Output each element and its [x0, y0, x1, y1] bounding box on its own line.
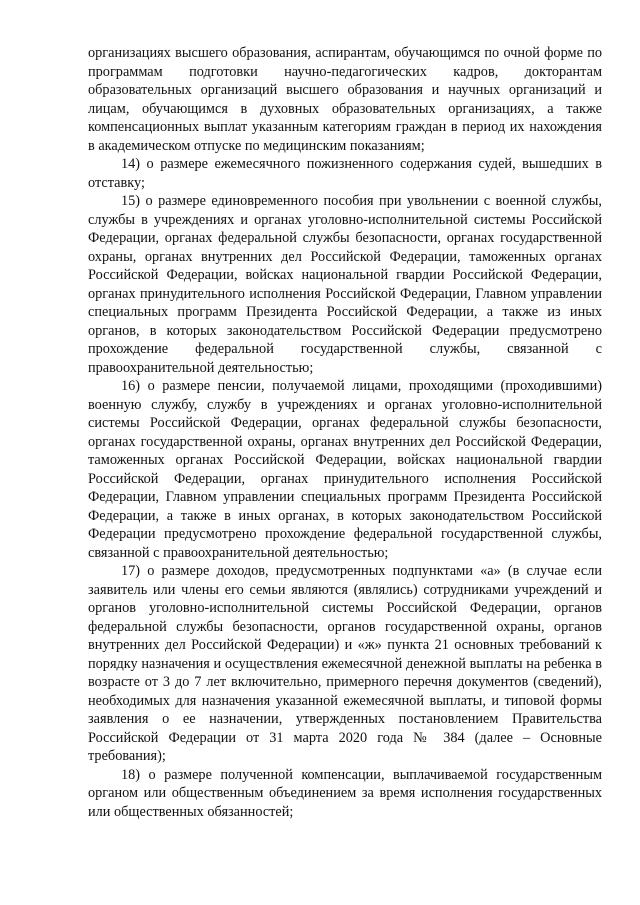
document-page	[88, 44, 602, 821]
paragraph-item-14: 14) о размере ежемесячного пожизненного содержания судей, вышедших в отставку;	[88, 156, 602, 191]
paragraph-item-17: 17) о размере доходов, предусмотренных подпунктами «а» (в случае если заявитель или члены его семьи являются (являлись) сотрудниками учреждений и органов уголовно-исполнительной системы Российской Федерации, органов федеральной службы безопасности, органов государственной охраны, органов внутренних дел Российской Федерации) и «ж» пункта 21 основных требований к порядку назначения и осуществления ежемесячной денежной выплаты на ребенка в возрасте от 3 до 7 лет включительно, примерного перечня документов (сведений), необходимых для назначения указанной ежемесячной выплаты, и типовой формы заявления о ее назначении, утвержденных постановлением Правительства Российской Федерации от 31 марта 2020 года № 384 (далее – Основные требования);	[88, 563, 602, 764]
paragraph-item-16: 16) о размере пенсии, получаемой лицами, проходящими (проходившими) военную службу, службу в учреждениях и органах уголовно-исполнительной системы Российской Федерации, органах федеральной службы безопасности, органах государственной охраны, органах внутренних дел Российской Федерации, таможенных органах Российской Федерации, войсках национальной гвардии Российской Федерации, органах принудительного исполнения Российской Федерации, Главном управлении специальных программ Президента Российской Федерации, а также в иных органах, в которых законодательством Российской Федерации предусмотрено прохождение федеральной государственной службы, связанной с правоохранительной деятельностью;	[88, 378, 602, 561]
paragraph-item-18: 18) о размере полученной компенсации, выплачиваемой государственным органом или общественным объединением за время исполнения государственных или общественных обязанностей;	[88, 766, 602, 820]
paragraph-item-15: 15) о размере единовременного пособия при увольнении с военной службы, службы в учреждениях и органах уголовно-исполнительной системы Российской Федерации, органах федеральной службы безопасности, органах государственной охраны, органах внутренних дел Российской Федерации, таможенных органах Российской Федерации, войсках национальной гвардии Российской Федерации, органах принудительного исполнения Российской Федерации, Главном управлении специальных программ Президента Российской Федерации, а также из иных органов, в которых законодательством Российской Федерации предусмотрено прохождение федеральной государственной службы, связанной с правоохранительной деятельностью;	[88, 193, 602, 376]
paragraph-continuation-13: организациях высшего образования, аспирантам, обучающимся по очной форме по программам подготовки научно-педагогических кадров, докторантам образовательных организаций высшего образования и научных организаций и лицам, обучающимся в духовных образовательных организациях, а также компенсационных выплат указанным категориям граждан в период их нахождения в академическом отпуске по медицинским показаниям;	[88, 45, 602, 154]
